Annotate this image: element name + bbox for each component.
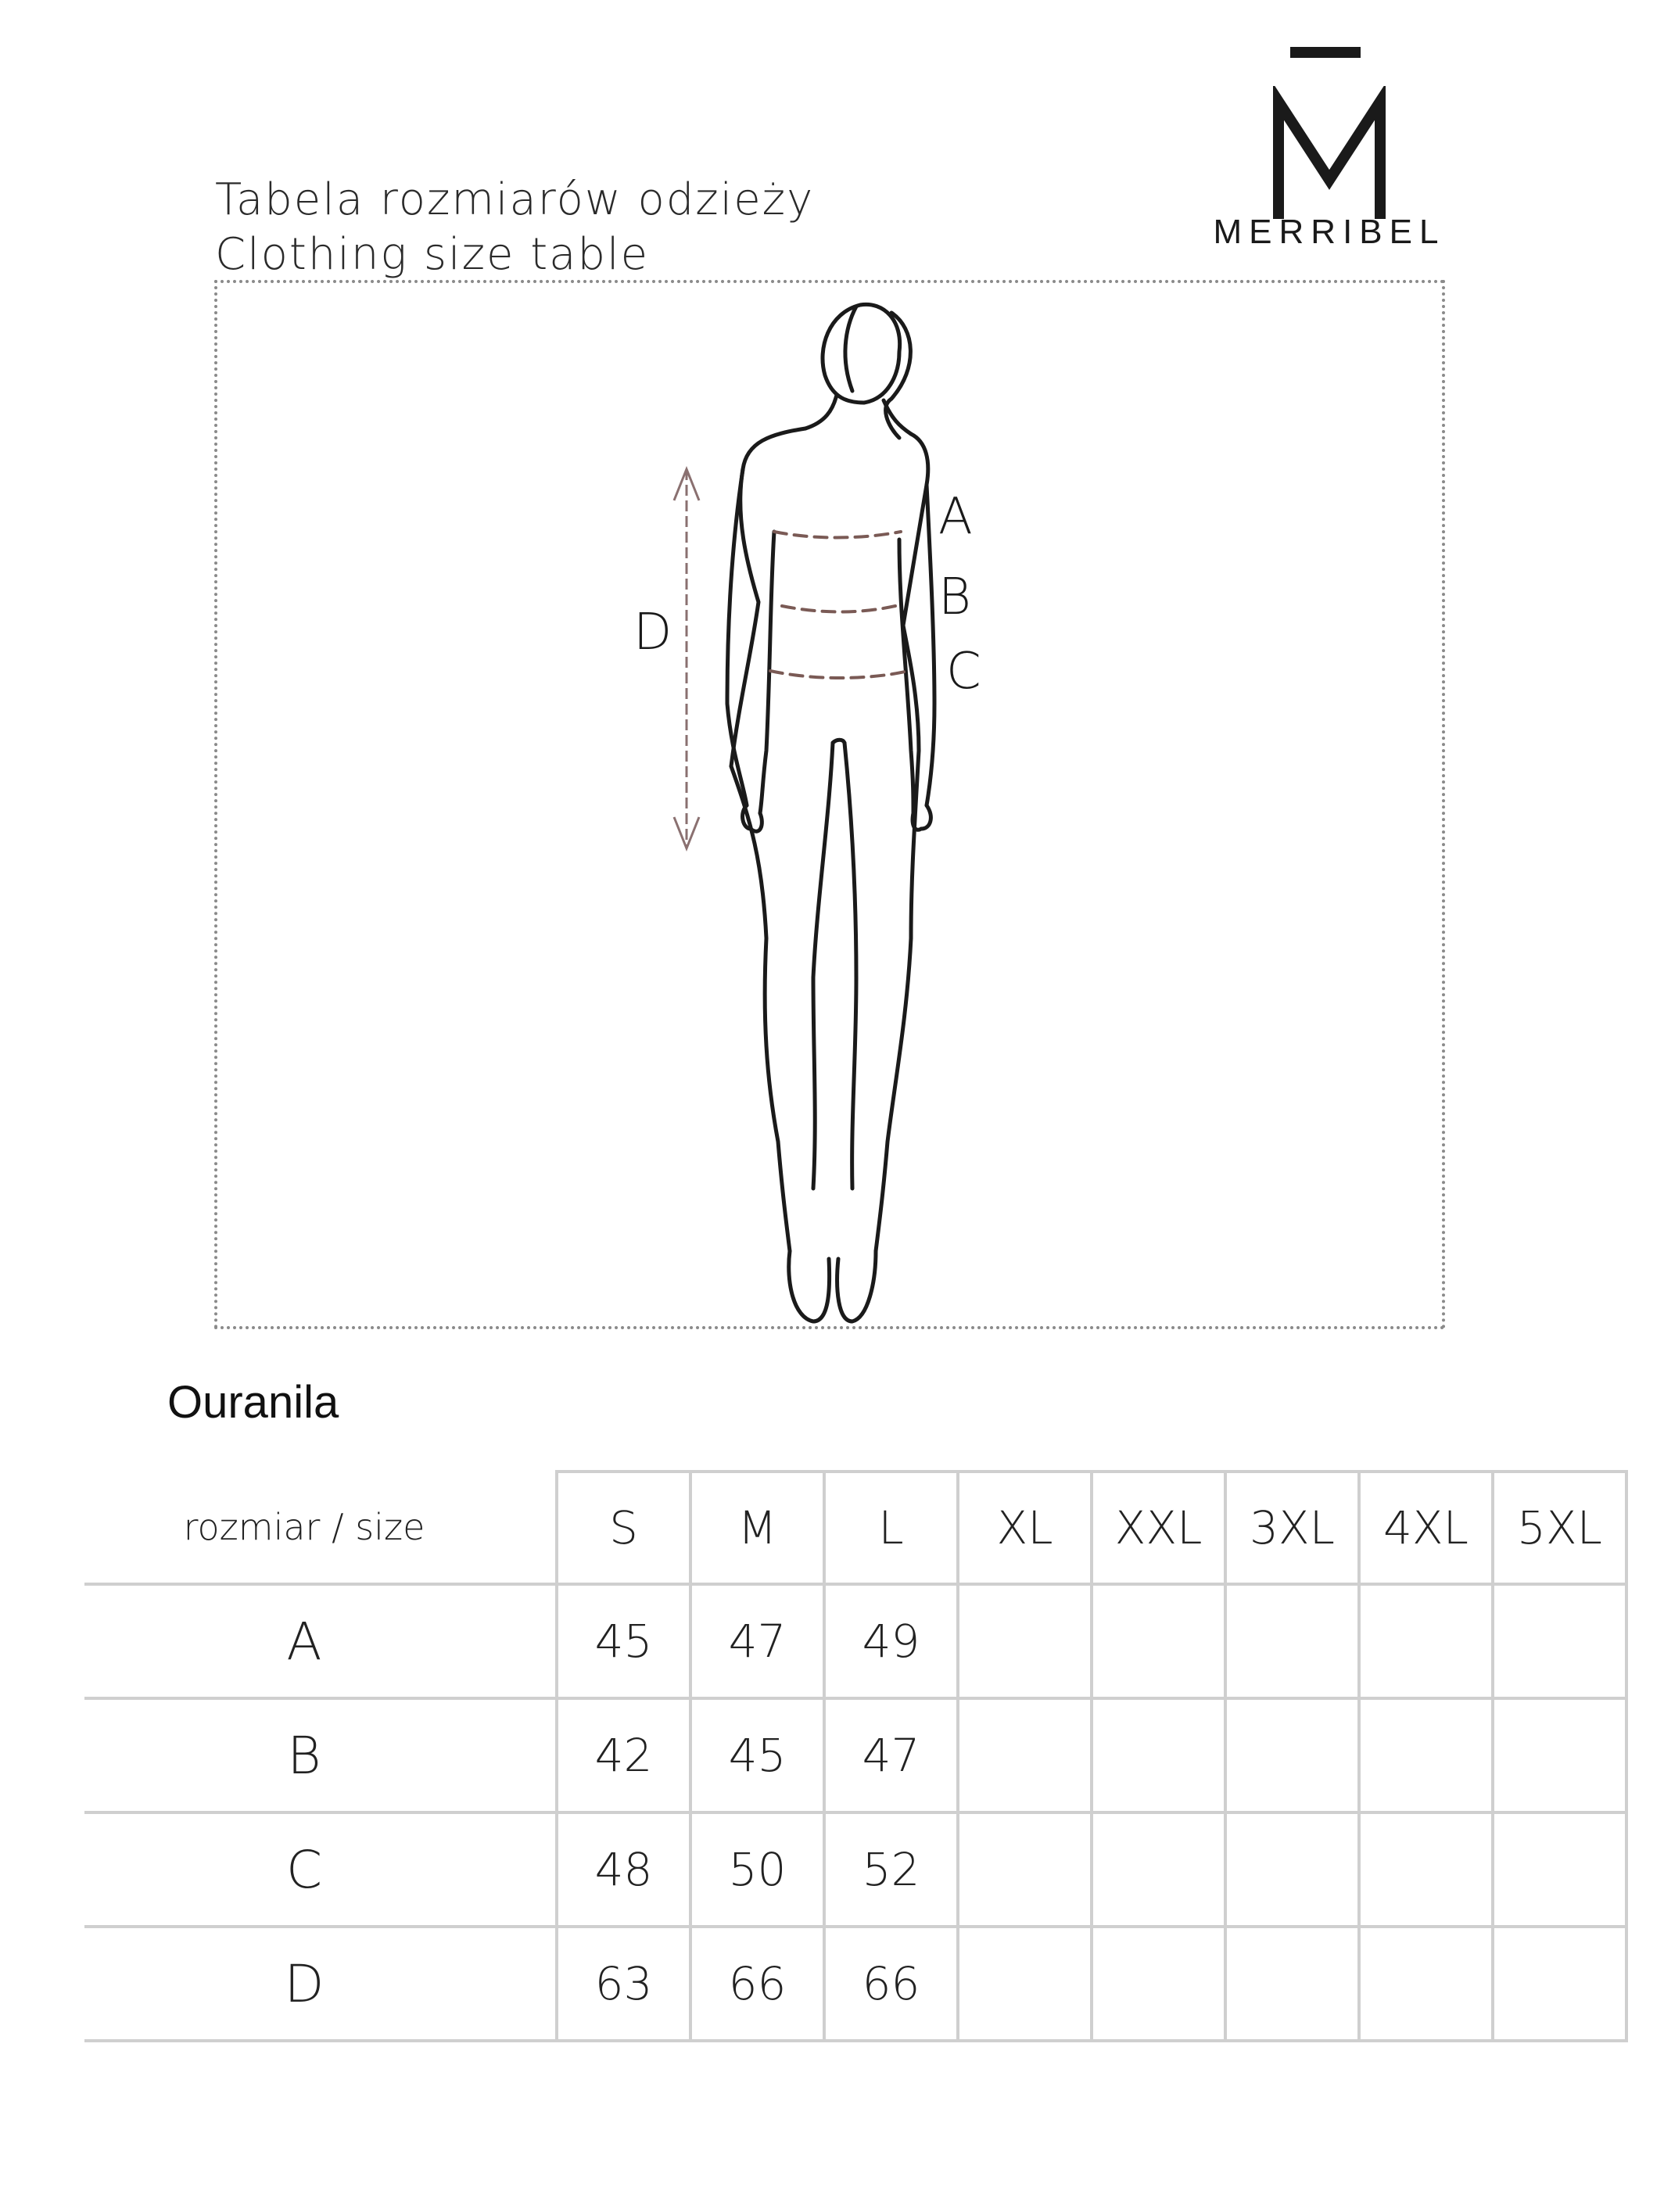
table-cell <box>1225 1927 1359 2041</box>
table-row <box>84 1812 1626 1927</box>
table-cell <box>1493 1812 1626 1927</box>
size-header-label: rozmiar / size <box>84 1472 557 1584</box>
figure-label-a: A <box>938 488 973 546</box>
figure-label-d: D <box>633 604 672 661</box>
table-cell <box>1092 1584 1225 1698</box>
table-cell <box>1493 1927 1626 2041</box>
table-cell <box>958 1927 1092 2041</box>
brand-name: MERRIBEL <box>1213 213 1446 251</box>
row-label: D <box>84 1927 557 2041</box>
table-row <box>84 1584 1626 1698</box>
table-cell: 49 <box>824 1584 958 1698</box>
size-col-l: L <box>824 1472 958 1584</box>
table-cell: 63 <box>557 1927 690 2041</box>
title-english: Clothing size table <box>215 229 650 280</box>
product-name: Ouranila <box>167 1377 339 1428</box>
table-cell: 47 <box>690 1584 824 1698</box>
table-cell: 50 <box>690 1812 824 1927</box>
size-col-4xl: 4XL <box>1359 1472 1493 1584</box>
table-cell: 66 <box>824 1927 958 2041</box>
table-cell: 52 <box>824 1812 958 1927</box>
figure-label-b: B <box>938 568 971 626</box>
table-cell: 45 <box>690 1698 824 1812</box>
measure-line-b <box>782 606 895 612</box>
row-label: A <box>84 1584 557 1698</box>
table-cell <box>1092 1812 1225 1927</box>
size-col-xxl: XXL <box>1092 1472 1225 1584</box>
table-cell <box>1092 1927 1225 2041</box>
table-row <box>84 1927 1626 2041</box>
table-cell <box>1359 1927 1493 2041</box>
table-cell <box>1225 1698 1359 1812</box>
row-label: C <box>84 1812 557 1927</box>
table-cell: 47 <box>824 1698 958 1812</box>
table-cell <box>958 1584 1092 1698</box>
table-cell <box>1359 1584 1493 1698</box>
table-row <box>84 1698 1626 1812</box>
size-col-5xl: 5XL <box>1493 1472 1626 1584</box>
table-cell <box>1493 1698 1626 1812</box>
table-cell <box>1225 1584 1359 1698</box>
figure-label-c: C <box>946 643 981 701</box>
measure-line-c <box>770 671 909 678</box>
table-cell: 42 <box>557 1698 690 1812</box>
table-cell: 66 <box>690 1927 824 2041</box>
table-cell <box>1225 1812 1359 1927</box>
table-cell <box>1493 1584 1626 1698</box>
title-polish: Tabela rozmiarów odzieży <box>215 174 815 225</box>
table-cell: 48 <box>557 1812 690 1927</box>
table-cell: 45 <box>557 1584 690 1698</box>
table-cell <box>1359 1812 1493 1927</box>
table-cell <box>1359 1698 1493 1812</box>
size-header-row <box>84 1472 1626 1584</box>
row-label: B <box>84 1698 557 1812</box>
size-col-xl: XL <box>958 1472 1092 1584</box>
table-cell <box>958 1812 1092 1927</box>
size-table <box>84 1470 1628 2042</box>
table-cell <box>958 1698 1092 1812</box>
measure-line-a <box>774 532 901 538</box>
table-cell <box>1092 1698 1225 1812</box>
size-col-3xl: 3XL <box>1225 1472 1359 1584</box>
size-col-s: S <box>557 1472 690 1584</box>
size-col-m: M <box>690 1472 824 1584</box>
